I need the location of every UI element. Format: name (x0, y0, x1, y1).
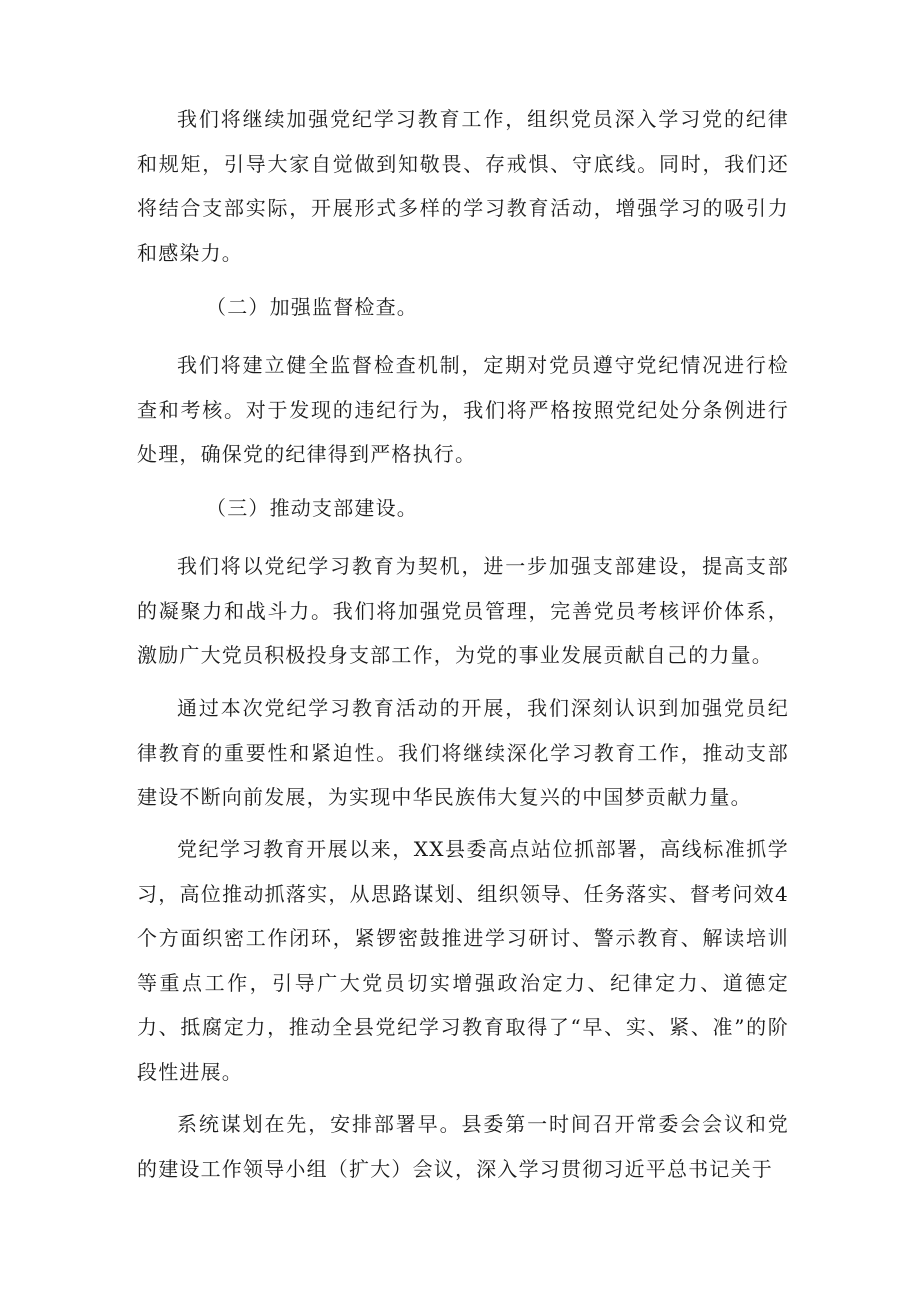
paragraph-systematic-planning: 系统谋划在先，安排部署早。县委第一时间召开常委会会议和党的建设工作领导小组（扩大）会议，深入学习贯彻习近平总书记关于 (137, 1112, 789, 1181)
paragraph-discipline-study: 我们将继续加强党纪学习教育工作，组织党员深入学习党的纪律和规矩，引导大家自觉做到知敬畏、存戒惧、守底线。同时，我们还将结合支部实际，开展形式多样的学习教育活动，增强学习的吸引力和感染力。 (137, 107, 789, 265)
paragraph-supervision: 我们将建立健全监督检查机制，定期对党员遵守党纪情况进行检查和考核。对于发现的违纪行为，我们将严格按照党纪处分条例进行处理，确保党的纪律得到严格执行。 (137, 353, 789, 466)
paragraph-branch-building: 我们将以党纪学习教育为契机，进一步加强支部建设，提高支部的凝聚力和战斗力。我们将加强党员管理，完善党员考核评价体系，激励广大党员积极投身支部工作，为党的事业发展贡献自己的力量。 (137, 554, 789, 667)
paragraph-county-progress: 党纪学习教育开展以来，XX县委高点站位抓部署，高线标准抓学习，高位推动抓落实，从思路谋划、组织领导、任务落实、督考问效4个方面织密工作闭环，紧锣密鼓推进学习研讨、警示教育、解读培训等重点工作，引导广大党员切实增强政治定力、纪律定力、道德定力、抵腐定力，推动全县党纪学习教育取得了“早、实、紧、准”的阶段性进展。 (137, 837, 789, 1084)
section-heading-supervision: （二）加强监督检查。 (206, 295, 418, 319)
paragraph-conclusion: 通过本次党纪学习教育活动的开展，我们深刻认识到加强党员纪律教育的重要性和紧迫性。我们将继续深化学习教育工作，推动支部建设不断向前发展，为实现中华民族伟大复兴的中国梦贡献力量。 (137, 696, 789, 809)
section-heading-branch-building: （三）推动支部建设。 (206, 496, 418, 520)
